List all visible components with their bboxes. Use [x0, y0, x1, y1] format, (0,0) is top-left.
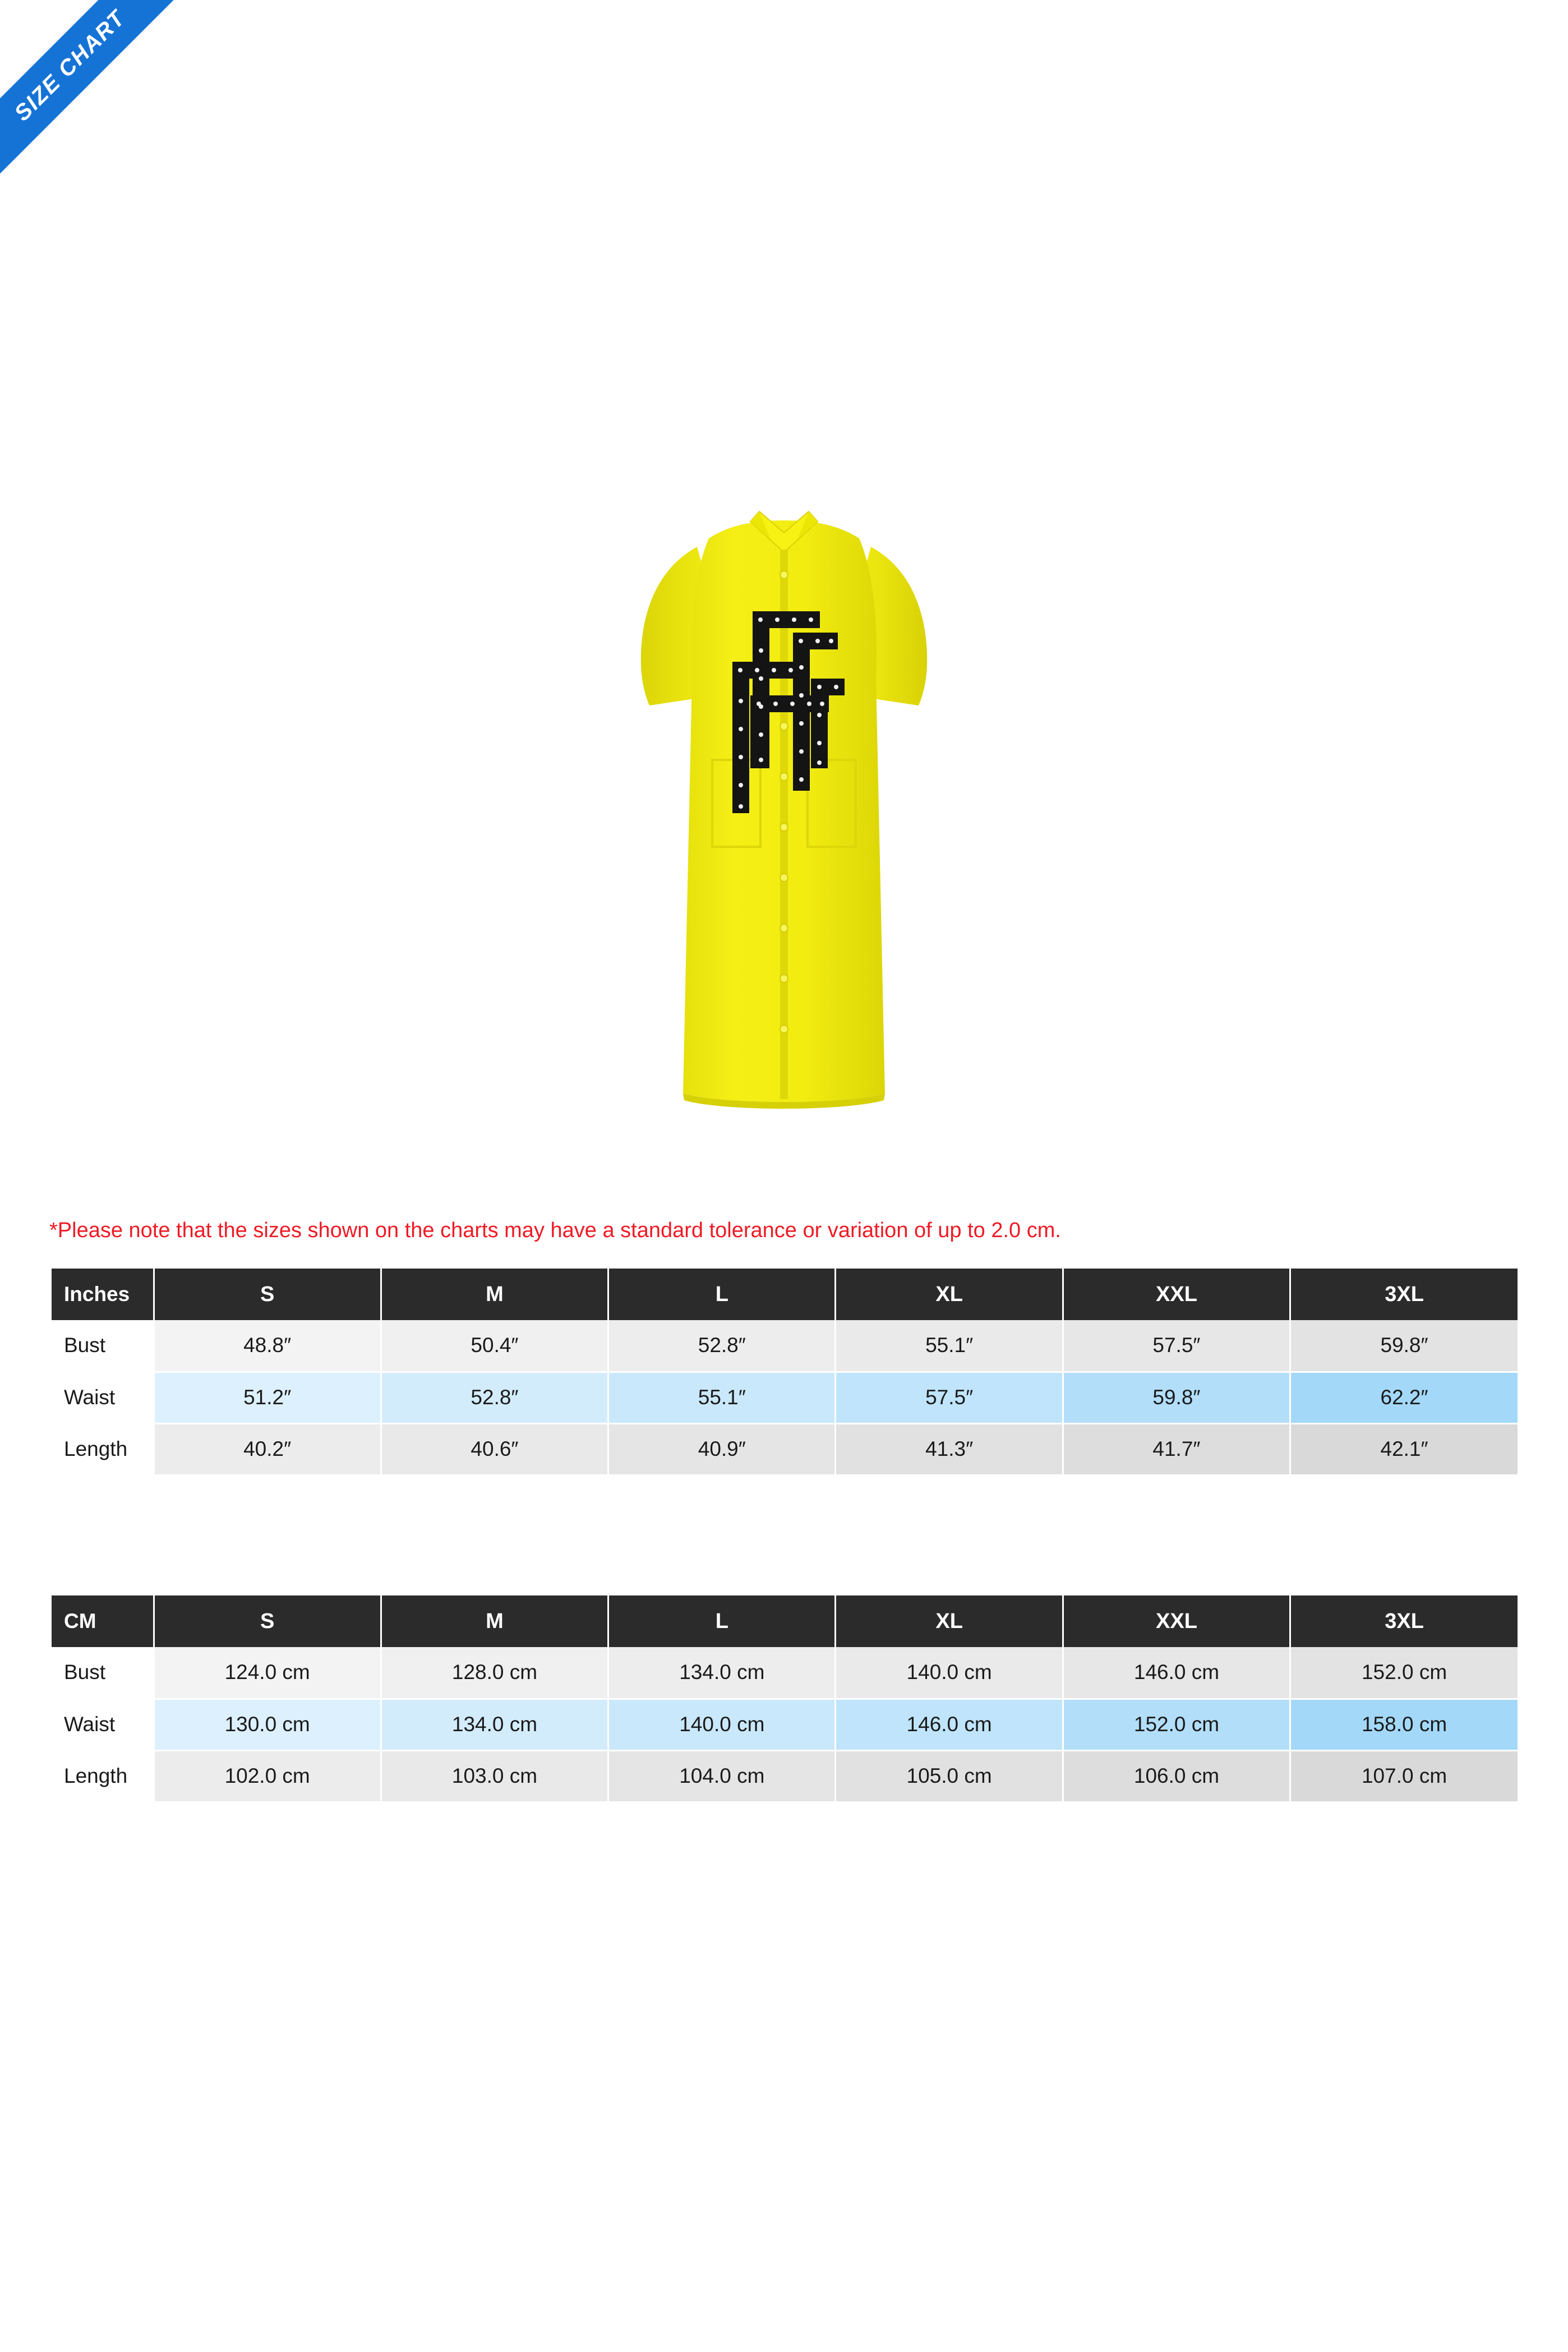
cell-bust-3xl: 152.0 cm — [1290, 1647, 1518, 1699]
cell-waist-m: 52.8″ — [381, 1372, 608, 1423]
table-header-row — [52, 1269, 1518, 1320]
column-header-s: S — [154, 1595, 381, 1647]
cell-length-xxl: 106.0 cm — [1063, 1750, 1290, 1802]
column-header-xl: XL — [836, 1595, 1063, 1647]
cell-waist-l: 140.0 cm — [608, 1699, 836, 1750]
column-header-m: M — [381, 1595, 608, 1647]
cell-waist-xxl: 59.8″ — [1063, 1372, 1290, 1423]
product-garment-illustration — [582, 454, 986, 1150]
cell-length-3xl: 107.0 cm — [1290, 1750, 1518, 1802]
column-header-xxl: XXL — [1063, 1269, 1290, 1320]
row-label-length: Length — [52, 1423, 154, 1475]
table-row — [52, 1699, 1518, 1750]
cell-bust-xxl: 146.0 cm — [1063, 1647, 1290, 1699]
size-table-inches-body — [52, 1320, 1518, 1475]
unit-header-cm: CM — [52, 1595, 154, 1647]
column-header-s: S — [154, 1269, 381, 1320]
product-image-area — [0, 426, 1568, 1178]
cell-waist-xl: 57.5″ — [836, 1372, 1063, 1423]
table-row — [52, 1320, 1518, 1372]
cell-waist-s: 130.0 cm — [154, 1699, 381, 1750]
size-table-cm-body — [52, 1647, 1518, 1802]
table-header-row — [52, 1595, 1518, 1647]
cell-length-xl: 105.0 cm — [836, 1750, 1063, 1802]
cell-length-m: 103.0 cm — [381, 1750, 608, 1802]
column-header-3xl: 3XL — [1290, 1595, 1518, 1647]
row-label-bust: Bust — [52, 1647, 154, 1699]
ribbon-band — [0, 0, 192, 188]
row-label-waist: Waist — [52, 1699, 154, 1750]
cell-bust-xl: 140.0 cm — [836, 1647, 1063, 1699]
column-header-l: L — [608, 1595, 836, 1647]
table-row — [52, 1423, 1518, 1475]
cell-bust-s: 124.0 cm — [154, 1647, 381, 1699]
table-row — [52, 1647, 1518, 1699]
column-header-xl: XL — [836, 1269, 1063, 1320]
cell-waist-xl: 146.0 cm — [836, 1699, 1063, 1750]
cell-bust-3xl: 59.8″ — [1290, 1320, 1518, 1372]
table-row — [52, 1750, 1518, 1802]
size-table-inches-header — [52, 1269, 1518, 1320]
cell-waist-xxl: 152.0 cm — [1063, 1699, 1290, 1750]
tolerance-note: *Please note that the sizes shown on the charts may have a standard tolerance or variation of up to 2.0 cm. — [49, 1219, 1061, 1242]
cell-bust-xxl: 57.5″ — [1063, 1320, 1290, 1372]
column-header-3xl: 3XL — [1290, 1269, 1518, 1320]
table-row — [52, 1372, 1518, 1423]
cell-waist-s: 51.2″ — [154, 1372, 381, 1423]
cell-waist-l: 55.1″ — [608, 1372, 836, 1423]
cell-length-l: 40.9″ — [608, 1423, 836, 1475]
cell-bust-m: 50.4″ — [381, 1320, 608, 1372]
column-header-m: M — [381, 1269, 608, 1320]
cell-bust-xl: 55.1″ — [836, 1320, 1063, 1372]
cell-bust-l: 52.8″ — [608, 1320, 836, 1372]
cell-length-l: 104.0 cm — [608, 1750, 836, 1802]
cell-bust-l: 134.0 cm — [608, 1647, 836, 1699]
column-header-l: L — [608, 1269, 836, 1320]
cell-length-xxl: 41.7″ — [1063, 1423, 1290, 1475]
cell-waist-3xl: 62.2″ — [1290, 1372, 1518, 1423]
size-table-inches — [52, 1269, 1518, 1476]
cell-length-s: 40.2″ — [154, 1423, 381, 1475]
cell-length-m: 40.6″ — [381, 1423, 608, 1475]
row-label-bust: Bust — [52, 1320, 154, 1372]
cell-waist-m: 134.0 cm — [381, 1699, 608, 1750]
cell-length-xl: 41.3″ — [836, 1423, 1063, 1475]
column-header-xxl: XXL — [1063, 1595, 1290, 1647]
row-label-waist: Waist — [52, 1372, 154, 1423]
row-label-length: Length — [52, 1750, 154, 1802]
size-table-cm — [52, 1595, 1518, 1803]
unit-header-inches: Inches — [52, 1269, 154, 1320]
cell-bust-s: 48.8″ — [154, 1320, 381, 1372]
ribbon-label: SIZE CHART — [10, 5, 130, 126]
size-table-cm-header — [52, 1595, 1518, 1647]
cell-waist-3xl: 158.0 cm — [1290, 1699, 1518, 1750]
size-chart-ribbon — [0, 0, 213, 213]
cell-length-3xl: 42.1″ — [1290, 1423, 1518, 1475]
cell-length-s: 102.0 cm — [154, 1750, 381, 1802]
cell-bust-m: 128.0 cm — [381, 1647, 608, 1699]
